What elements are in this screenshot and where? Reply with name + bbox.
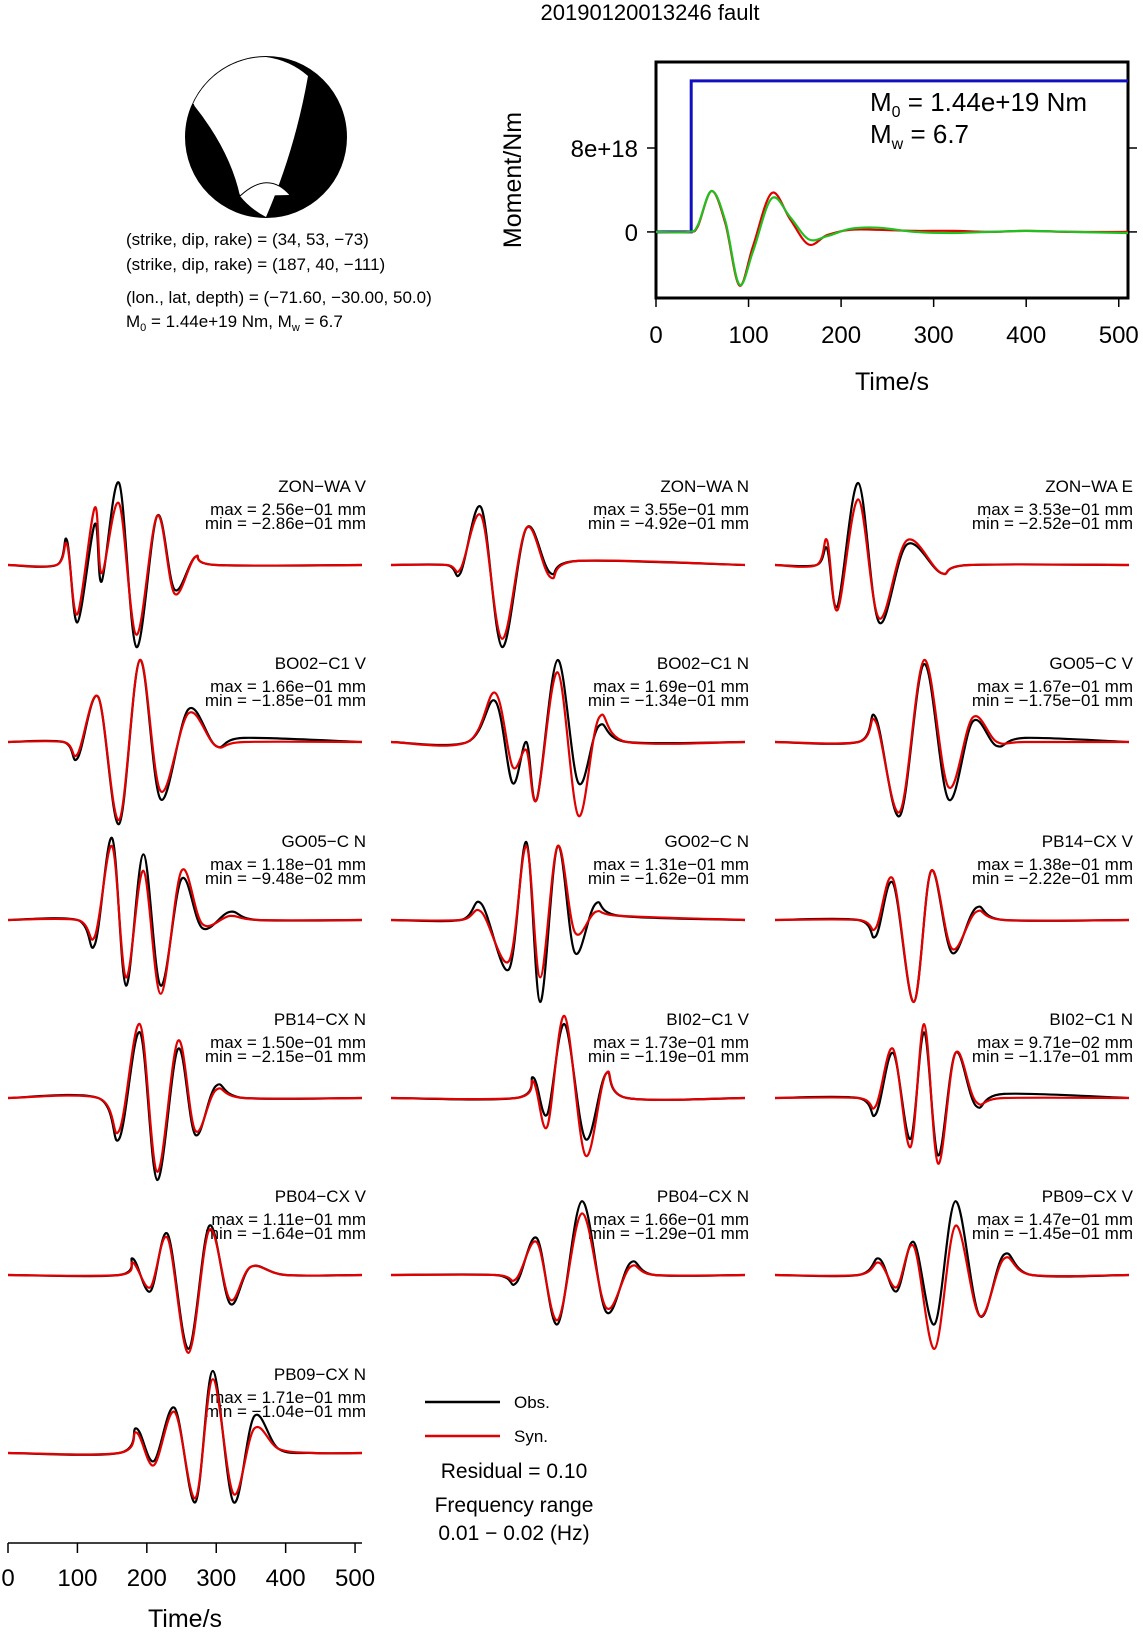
moment-y-axis-label: Moment/Nm bbox=[499, 111, 527, 249]
moment-y-tick-label: 0 bbox=[624, 219, 638, 247]
moment-x-tick-label: 0 bbox=[649, 322, 663, 349]
waveform-panel bbox=[391, 654, 749, 816]
waveform-panel bbox=[8, 1187, 367, 1353]
max-amplitude-label: max = 1.47e−01 mm bbox=[977, 1210, 1133, 1229]
moment-x-axis-label: Time/s bbox=[854, 368, 930, 396]
figure-title: 20190120013246 fault bbox=[540, 0, 760, 25]
max-amplitude-label: max = 3.55e−01 mm bbox=[593, 500, 749, 519]
observed-waveform bbox=[8, 1225, 362, 1349]
waveform-panel bbox=[8, 832, 366, 994]
waveform-panel bbox=[775, 1187, 1134, 1349]
synthetic-waveform bbox=[8, 1229, 362, 1353]
legend bbox=[425, 1393, 593, 1545]
station-label: PB04−CX V bbox=[274, 1187, 366, 1206]
station-label: PB04−CX N bbox=[656, 1187, 749, 1206]
station-label: GO05−C V bbox=[1049, 654, 1133, 673]
waveform-panels bbox=[8, 477, 1134, 1503]
station-label: BI02−C1 V bbox=[666, 1010, 749, 1029]
waveform-panel bbox=[391, 1010, 750, 1156]
station-label: ZON−WA E bbox=[1045, 477, 1133, 496]
station-label: GO05−C N bbox=[281, 832, 366, 851]
station-label: GO02−C N bbox=[664, 832, 749, 851]
residual-label: Residual = 0.10 bbox=[440, 1460, 588, 1483]
max-amplitude-label: max = 1.50e−01 mm bbox=[210, 1033, 366, 1052]
time-axis-tick-label: 300 bbox=[196, 1565, 237, 1592]
moment-x-tick-label: 300 bbox=[913, 322, 954, 349]
moment-function-chart bbox=[499, 62, 1139, 396]
observed-waveform bbox=[775, 870, 1129, 1002]
max-amplitude-label: max = 1.69e−01 mm bbox=[593, 677, 749, 696]
min-amplitude-label: min = −1.62e−01 mm bbox=[587, 869, 749, 888]
min-amplitude-label: min = −1.64e−01 mm bbox=[204, 1224, 366, 1243]
max-amplitude-label: max = 1.31e−01 mm bbox=[593, 855, 749, 874]
max-amplitude-label: max = 1.38e−01 mm bbox=[977, 855, 1133, 874]
synthetic-waveform bbox=[775, 1226, 1129, 1349]
min-amplitude-label: min = −1.75e−01 mm bbox=[971, 691, 1133, 710]
station-label: ZON−WA N bbox=[660, 477, 749, 496]
mechanism-moment: $M_0 = 1.44e+19$ Nm, $M_w = 6.7$ bbox=[126, 312, 343, 334]
moment-annotation-m0: $M_0 = 1.44e+19$ Nm bbox=[870, 87, 1088, 121]
min-amplitude-label: min = −1.17e−01 mm bbox=[971, 1047, 1133, 1066]
station-label: BO02−C1 N bbox=[656, 654, 749, 673]
waveform-panel bbox=[8, 654, 367, 824]
max-amplitude-label: max = 3.53e−01 mm bbox=[977, 500, 1133, 519]
mechanism-info bbox=[126, 230, 432, 334]
time-axis-tick-label: 200 bbox=[126, 1565, 167, 1592]
waveform-panel bbox=[391, 832, 749, 1002]
station-label: PB14−CX V bbox=[1041, 832, 1133, 851]
station-label: PB09−CX N bbox=[273, 1365, 366, 1384]
time-axis-tick-label: 100 bbox=[57, 1565, 98, 1592]
moment-annotation-mw: $M_w = 6.7$ bbox=[870, 119, 970, 153]
waveform-panel bbox=[775, 654, 1134, 816]
moment-x-tick-label: 500 bbox=[1098, 322, 1139, 349]
min-amplitude-label: min = −2.22e−01 mm bbox=[971, 869, 1133, 888]
min-amplitude-label: min = −2.86e−01 mm bbox=[204, 514, 366, 533]
station-label: PB14−CX N bbox=[273, 1010, 366, 1029]
waveform-panel bbox=[8, 1365, 366, 1503]
min-amplitude-label: min = −1.45e−01 mm bbox=[971, 1224, 1133, 1243]
waveform-panel bbox=[8, 1010, 366, 1180]
mechanism-location: (lon., lat, depth) = (−71.60, −30.00, 50.0) bbox=[126, 288, 432, 307]
moment-x-tick-label: 100 bbox=[728, 322, 769, 349]
station-label: BI02−C1 N bbox=[1049, 1010, 1133, 1029]
synthetic-waveform bbox=[775, 870, 1129, 1002]
legend-syn-label: Syn. bbox=[514, 1427, 549, 1446]
waveform-time-axis bbox=[1, 1543, 375, 1633]
beachball-icon bbox=[186, 57, 346, 217]
waveform-panel bbox=[775, 1010, 1133, 1164]
waveform-panel bbox=[391, 477, 749, 647]
station-label: BO02−C1 V bbox=[274, 654, 366, 673]
min-amplitude-label: min = −1.85e−01 mm bbox=[204, 691, 366, 710]
max-amplitude-label: max = 1.18e−01 mm bbox=[210, 855, 366, 874]
min-amplitude-label: min = −2.52e−01 mm bbox=[971, 514, 1133, 533]
waveform-panel bbox=[8, 477, 367, 647]
station-label: ZON−WA V bbox=[278, 477, 366, 496]
max-amplitude-label: max = 1.66e−01 mm bbox=[210, 677, 366, 696]
frequency-range-value: 0.01 − 0.02 (Hz) bbox=[438, 1522, 590, 1545]
moment-x-tick-label: 200 bbox=[821, 322, 862, 349]
max-amplitude-label: max = 1.73e−01 mm bbox=[593, 1033, 749, 1052]
waveform-panel bbox=[775, 832, 1134, 1002]
time-axis-tick-label: 0 bbox=[1, 1565, 15, 1592]
mechanism-plane-1: (strike, dip, rake) = (34, 53, −73) bbox=[126, 230, 369, 249]
moment-series-line bbox=[656, 191, 1128, 286]
mechanism-plane-2: (strike, dip, rake) = (187, 40, −111) bbox=[126, 255, 386, 274]
min-amplitude-label: min = −9.48e−02 mm bbox=[204, 869, 366, 888]
max-amplitude-label: max = 1.71e−01 mm bbox=[210, 1388, 366, 1407]
time-axis-label: Time/s bbox=[147, 1605, 223, 1633]
max-amplitude-label: max = 9.71e−02 mm bbox=[977, 1033, 1133, 1052]
waveform-panel bbox=[775, 477, 1133, 623]
min-amplitude-label: min = −2.15e−01 mm bbox=[204, 1047, 366, 1066]
legend-obs-label: Obs. bbox=[514, 1393, 550, 1412]
max-amplitude-label: max = 1.66e−01 mm bbox=[593, 1210, 749, 1229]
station-label: PB09−CX V bbox=[1041, 1187, 1133, 1206]
frequency-range-title: Frequency range bbox=[434, 1494, 594, 1517]
min-amplitude-label: min = −4.92e−01 mm bbox=[587, 514, 749, 533]
min-amplitude-label: min = −1.04e−01 mm bbox=[204, 1402, 366, 1421]
moment-y-tick-label: 8e+18 bbox=[570, 136, 638, 164]
min-amplitude-label: min = −1.34e−01 mm bbox=[587, 691, 749, 710]
waveform-panel bbox=[391, 1187, 749, 1325]
time-axis-tick-label: 400 bbox=[265, 1565, 306, 1592]
moment-series-line bbox=[656, 191, 1128, 285]
min-amplitude-label: min = −1.19e−01 mm bbox=[587, 1047, 749, 1066]
max-amplitude-label: max = 2.56e−01 mm bbox=[210, 500, 366, 519]
min-amplitude-label: min = −1.29e−01 mm bbox=[587, 1224, 749, 1243]
time-axis-tick-label: 500 bbox=[335, 1565, 376, 1592]
moment-x-tick-label: 400 bbox=[1006, 322, 1047, 349]
max-amplitude-label: max = 1.67e−01 mm bbox=[977, 677, 1133, 696]
max-amplitude-label: max = 1.11e−01 mm bbox=[211, 1210, 366, 1229]
